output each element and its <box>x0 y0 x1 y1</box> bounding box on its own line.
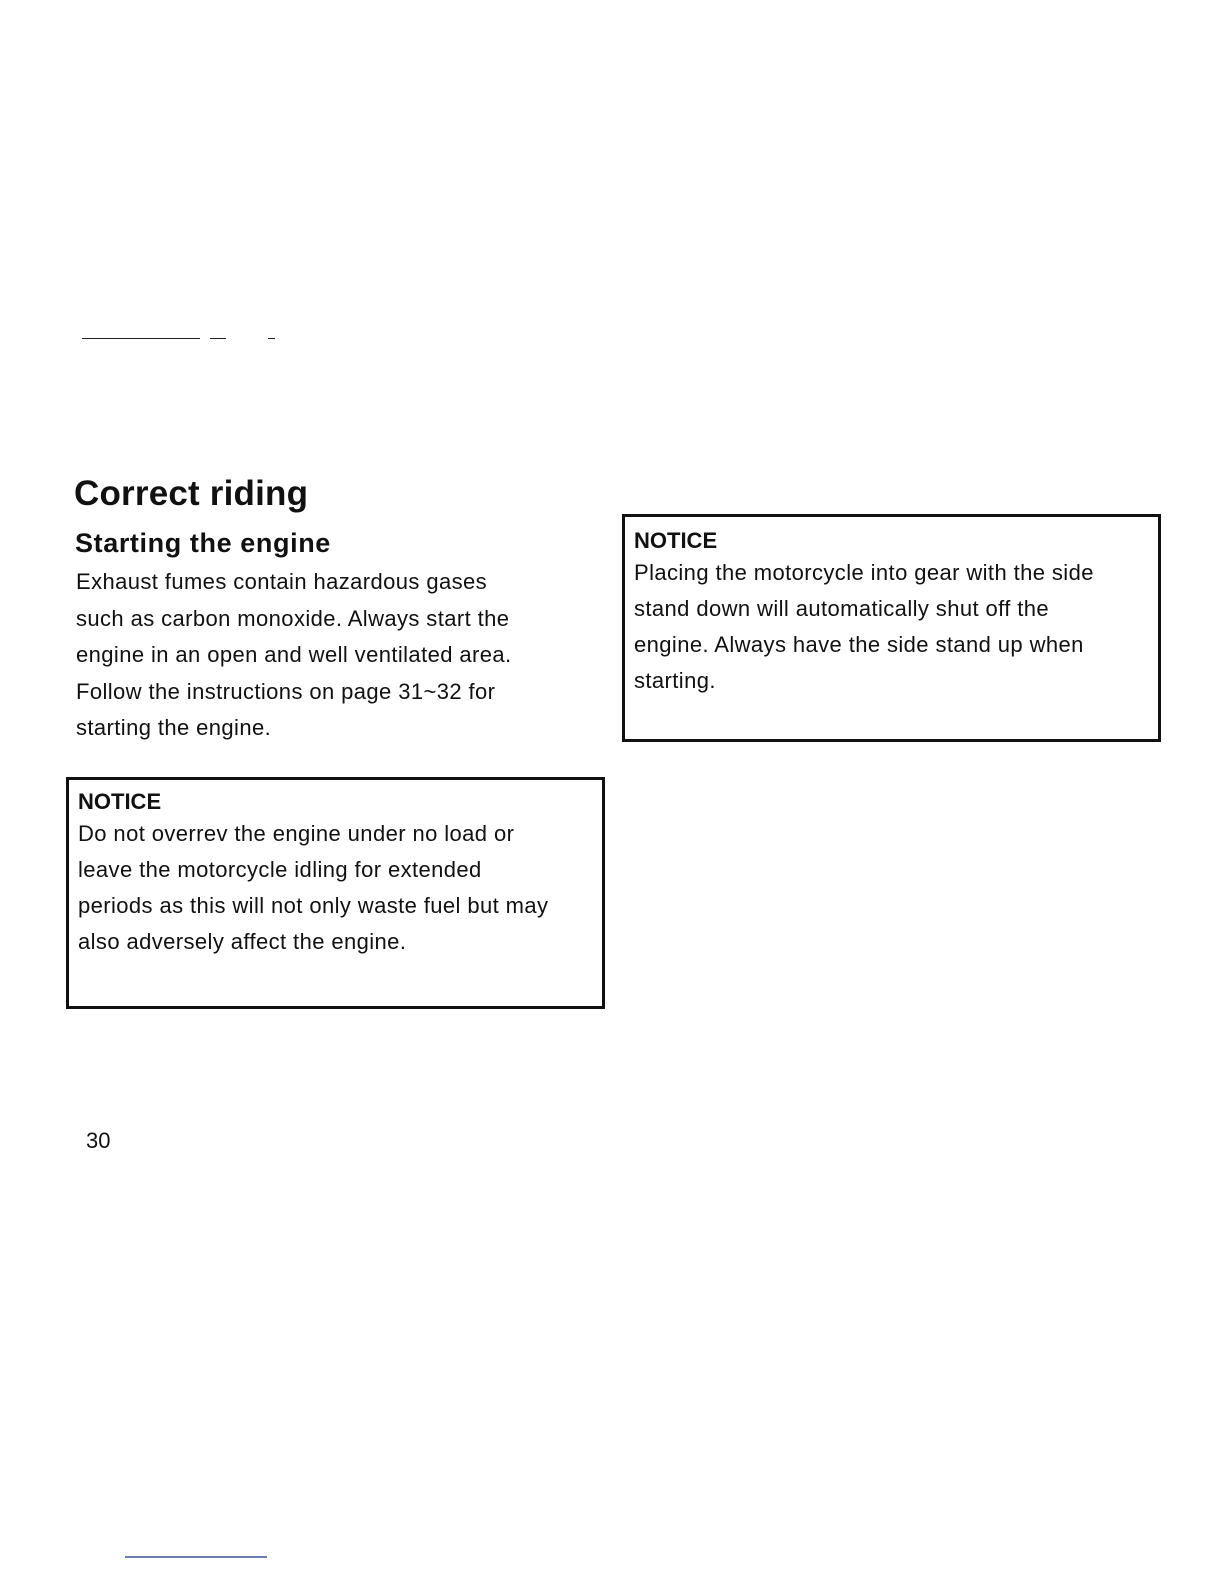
notice-line: starting. <box>634 668 716 693</box>
intro-line: Exhaust fumes contain hazardous gases <box>76 569 488 594</box>
notice-title: NOTICE <box>78 789 162 814</box>
notice-box-overrev <box>66 777 605 1009</box>
notice-line: stand down will automatically shut off the <box>634 596 1050 621</box>
intro-line: starting the engine. <box>76 715 272 740</box>
notice-box-side-stand <box>622 514 1161 742</box>
intro-line: engine in an open and well ventilated area. <box>76 642 512 667</box>
page-number: 30 <box>86 1128 111 1153</box>
notice-line: Do not overrev the engine under no load or <box>78 821 515 846</box>
intro-line: Follow the instructions on page 31~32 for <box>76 678 496 704</box>
notice-line: leave the motorcycle idling for extended <box>78 857 482 882</box>
intro-line: such as carbon monoxide. Always start the <box>76 605 510 631</box>
notice-title: NOTICE <box>634 528 718 553</box>
notice-text <box>634 555 1150 699</box>
notice-text <box>78 816 602 960</box>
notice-line: periods as this will not only waste fuel but may <box>78 893 549 918</box>
notice-line: also adversely affect the engine. <box>78 929 407 954</box>
intro-paragraph <box>76 564 596 747</box>
notice-line: engine. Always have the side stand up when <box>634 632 1084 657</box>
section-title: Correct riding <box>74 474 309 513</box>
notice-line: Placing the motorcycle into gear with the side <box>634 560 1094 585</box>
subsection-title: Starting the engine <box>75 528 331 558</box>
bottom-divider-rule <box>125 1556 267 1558</box>
